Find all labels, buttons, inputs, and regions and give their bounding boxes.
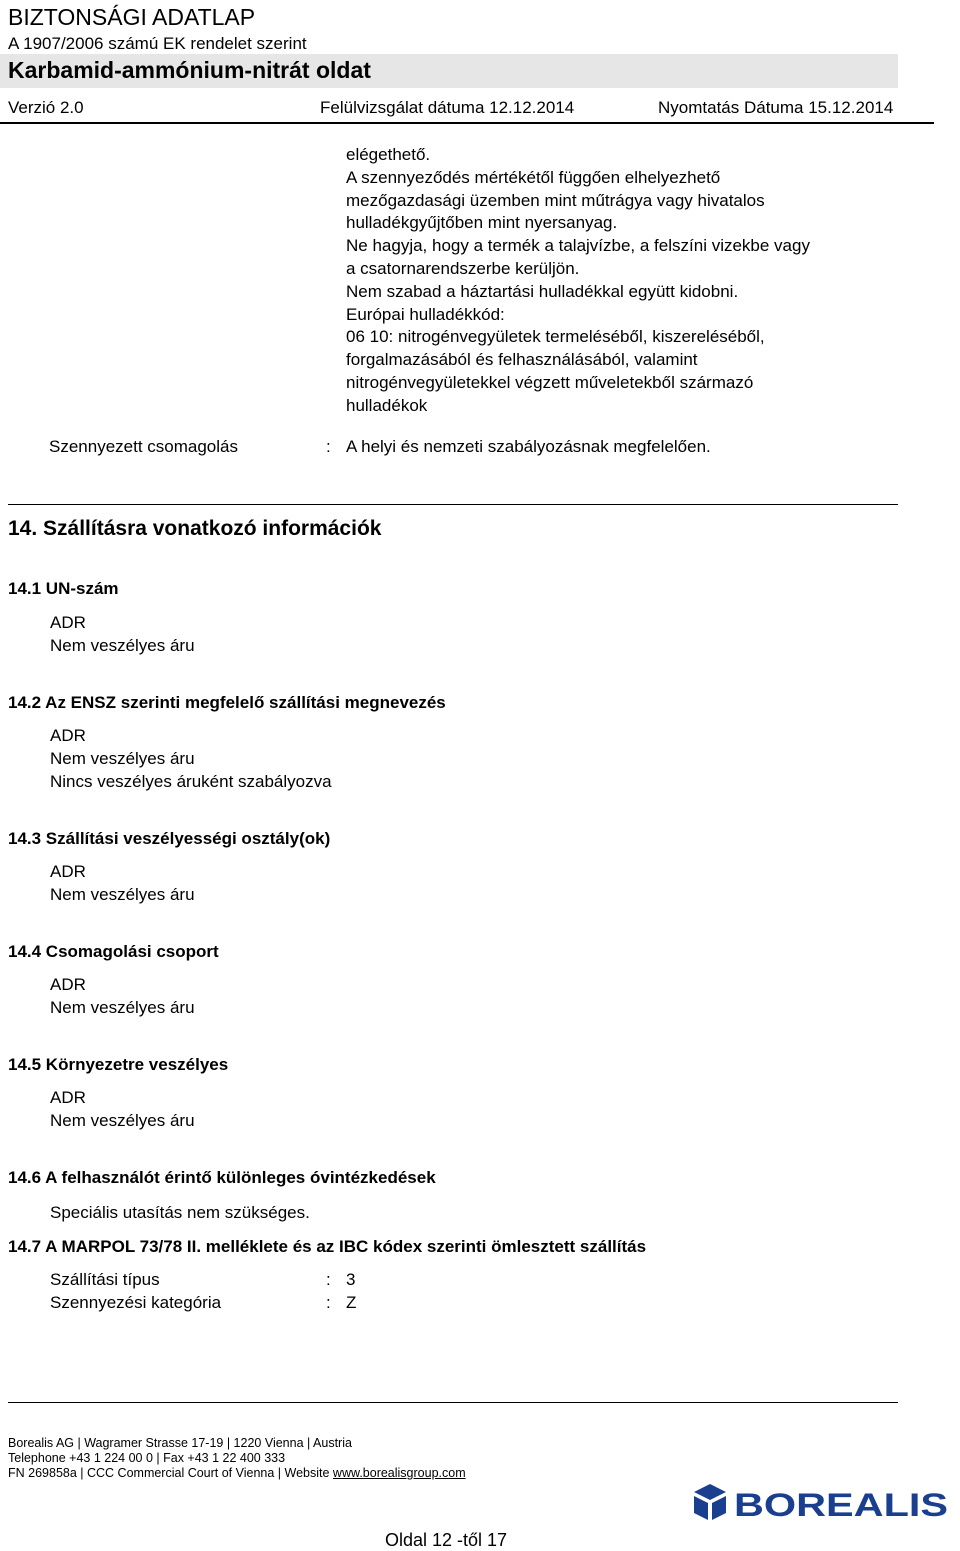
print-date: Nyomtatás Dátuma 15.12.2014 (658, 98, 894, 117)
page-number: Oldal 12 -től 17 (385, 1530, 508, 1550)
version: Verzió 2.0 (8, 98, 84, 117)
disposal-line: elégethető. (346, 145, 431, 164)
subsection-14-3-title: 14.3 Szállítási veszélyességi osztály(ok) (8, 829, 331, 848)
disposal-line: Nem szabad a háztartási hulladékkal együtt kidobni. (346, 281, 739, 301)
disposal-line: nitrogénvegyületekkel végzett műveletekből származó (346, 372, 754, 392)
packaging-label: Szennyezett csomagolás (49, 437, 238, 456)
logo-wordmark: BOREALIS (734, 1487, 948, 1522)
transport-type-label: Szállítási típus (50, 1270, 160, 1289)
adr-value: Nem veszélyes áru (50, 998, 195, 1017)
disposal-line: hulladékgyűjtőben mint nyersanyag. (346, 213, 618, 233)
adr-label: ADR (50, 726, 86, 745)
subsection-14-4-title: 14.4 Csomagolási csoport (8, 942, 219, 961)
borealis-logo (690, 1478, 952, 1522)
subsection-14-6-title: 14.6 A felhasználót érintő különleges óvintézkedések (8, 1168, 436, 1187)
disposal-line: forgalmazásából és felhasználásából, valamint (346, 350, 698, 370)
footer-registration-text: FN 269858a | CCC Commercial Court of Vienna | Website (8, 1466, 333, 1480)
adr-label: ADR (50, 862, 86, 881)
disposal-text (346, 144, 810, 418)
precautions-value: Speciális utasítás nem szükséges. (50, 1203, 310, 1222)
adr-value: Nem veszélyes áru (50, 636, 195, 655)
disposal-line: 06 10: nitrogénvegyületek termeléséből, kiszereléséből, (346, 327, 765, 347)
disposal-line: mezőgazdasági üzemben mint műtrágya vagy hivatalos (346, 190, 765, 210)
subsection-14-2-title: 14.2 Az ENSZ szerinti megfelelő szállítási megnevezés (8, 693, 446, 712)
section-divider (8, 504, 898, 505)
adr-label: ADR (50, 975, 86, 994)
footer-registration (8, 1466, 466, 1480)
transport-type-separator: : (326, 1270, 331, 1289)
packaging-separator: : (326, 437, 331, 456)
footer-contact: Telephone +43 1 224 00 0 | Fax +43 1 22 400 333 (8, 1451, 286, 1465)
regulation-line: A 1907/2006 számú EK rendelet szerint (8, 34, 307, 53)
adr-label: ADR (50, 1088, 86, 1107)
header-divider (0, 122, 934, 124)
footer-divider (8, 1402, 898, 1403)
footer-address: Borealis AG | Wagramer Strasse 17-19 | 1220 Vienna | Austria (8, 1436, 352, 1450)
logo-mark-icon (694, 1484, 726, 1520)
adr-value-note: Nincs veszélyes áruként szabályozva (50, 772, 332, 791)
revision-date: Felülvizsgálat dátuma 12.12.2014 (320, 98, 575, 117)
adr-value: Nem veszélyes áru (50, 1111, 195, 1130)
disposal-line: Európai hulladékkód: (346, 304, 505, 324)
disposal-line: A szennyeződés mértékétől függően elhelyezhető (346, 167, 721, 187)
product-name: Karbamid-ammónium-nitrát oldat (8, 57, 371, 83)
transport-type-value: 3 (346, 1270, 356, 1289)
packaging-value: A helyi és nemzeti szabályozásnak megfelelően. (346, 437, 711, 456)
disposal-line: Ne hagyja, hogy a termék a talajvízbe, a felszíni vizekbe vagy (346, 236, 810, 256)
disposal-line: hulladékok (346, 395, 428, 415)
product-name-bar (0, 54, 898, 88)
adr-label: ADR (50, 613, 86, 632)
section-14-title: 14. Szállításra vonatkozó információk (8, 517, 382, 540)
subsection-14-1-title: 14.1 UN-szám (8, 579, 119, 598)
pollution-category-label: Szennyezési kategória (50, 1293, 222, 1312)
pollution-category-separator: : (326, 1293, 331, 1312)
subsection-14-5-title: 14.5 Környezetre veszélyes (8, 1055, 229, 1074)
document-title: BIZTONSÁGI ADATLAP (8, 4, 256, 30)
adr-value: Nem veszélyes áru (50, 885, 195, 904)
subsection-14-7-title: 14.7 A MARPOL 73/78 II. melléklete és az IBC kódex szerinti ömlesztett szállítás (8, 1237, 647, 1256)
website-link[interactable]: www.borealisgroup.com (332, 1466, 466, 1480)
disposal-line: a csatornarendszerbe kerüljön. (346, 258, 580, 278)
adr-value: Nem veszélyes áru (50, 749, 195, 768)
pollution-category-value: Z (346, 1293, 357, 1312)
